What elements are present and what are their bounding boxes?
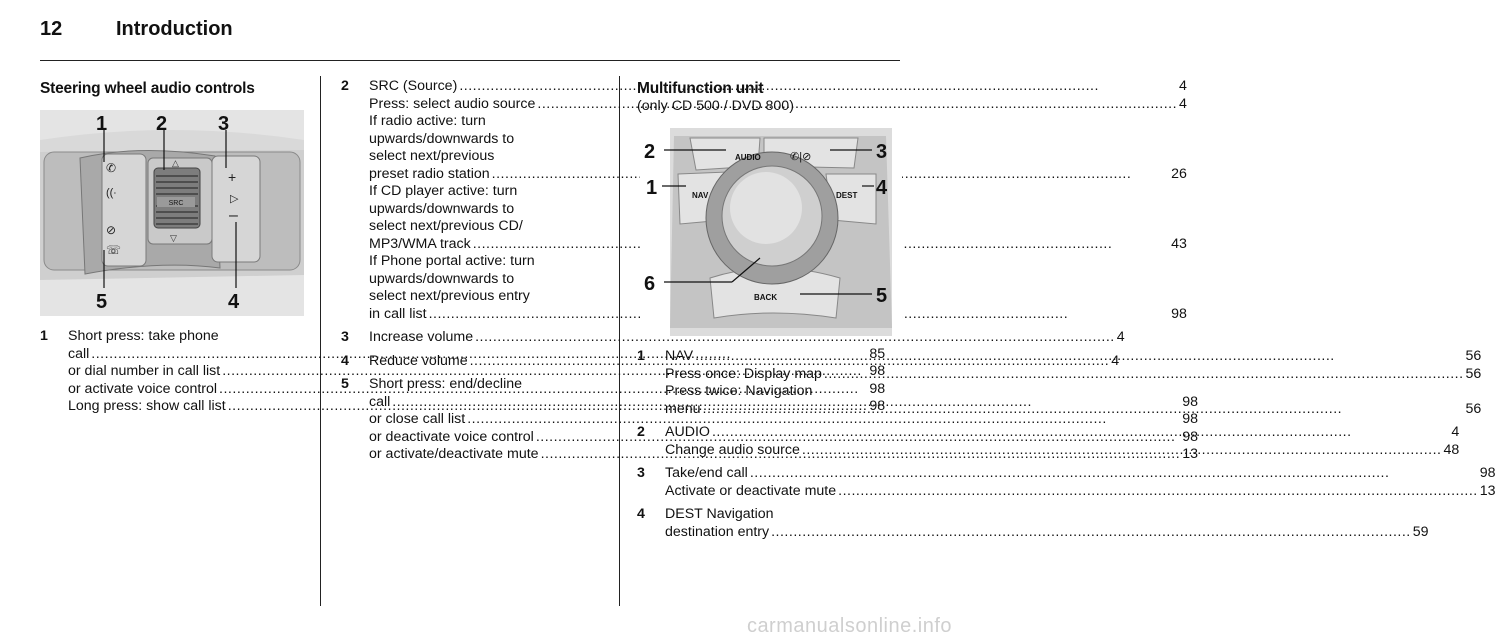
entry-line: or activate voice control ..... 98: [68, 381, 885, 399]
mode-icon: ▷: [230, 193, 239, 205]
callout-4: 4: [876, 177, 888, 199]
entry-number: 4: [637, 506, 645, 522]
audio-label: AUDIO: [735, 153, 761, 162]
entry-line: MP3/WMA track ..... 43: [369, 236, 1187, 254]
entry-line: Take/end call ..... 98: [665, 465, 1496, 483]
multifunction-illustration: [640, 128, 902, 336]
svg-text:△: △: [172, 158, 179, 168]
steering-wheel-figure: [40, 110, 304, 316]
entry-line: or close call list ..... 98: [369, 411, 1198, 429]
entry-middle-4: [341, 352, 1120, 371]
entry-line: or deactivate voice control ..... 98: [369, 429, 1198, 447]
volume-down-icon: –: [229, 207, 238, 224]
entry-line: call ..... 85: [68, 346, 885, 364]
back-label: BACK: [754, 293, 778, 302]
chapter-title: Introduction: [116, 18, 233, 40]
entry-line: NAV ..... 56: [665, 348, 1481, 366]
voice-control-icon: ((∙: [106, 187, 117, 199]
section-title-multifunction: Multifunction unit: [637, 80, 764, 97]
entry-line: Short press: end/decline: [369, 376, 523, 392]
entry-number: 5: [341, 376, 349, 392]
callout-2: 2: [156, 113, 168, 135]
entry-line: or activate/deactivate mute ..... 13: [369, 446, 1198, 464]
callout-5: 5: [96, 291, 108, 313]
page-number: 12: [40, 18, 63, 40]
entry-line: preset radio station ..... 26: [369, 166, 1187, 184]
entry-line: select next/previous entry: [369, 288, 530, 304]
phone-mute-icon: ✆|⊘: [790, 151, 812, 163]
entry-number: 1: [637, 348, 645, 364]
entry-middle-3: [341, 329, 1125, 347]
src-label: SRC: [168, 200, 184, 207]
phone-hangup-icon: ☏: [106, 243, 122, 257]
section-title-steering: Steering wheel audio controls: [40, 80, 255, 97]
entry-line: Activate or deactivate mute ..... 13: [665, 483, 1496, 501]
callout-2: 2: [644, 141, 656, 163]
callout-1: 1: [96, 113, 108, 135]
callout-4: 4: [228, 291, 240, 313]
entry-line: Change audio source ..... 48: [665, 442, 1459, 460]
right-column-head: [637, 80, 902, 115]
entry-number: 3: [341, 329, 349, 345]
callout-1: 1: [646, 177, 658, 199]
entry-line: menu ..... 56: [665, 401, 1481, 419]
entry-line: select next/previous CD/: [369, 218, 523, 234]
entry-line: upwards/downwards to: [369, 270, 515, 287]
entry-line: Long press: show call list ..... 98: [68, 398, 885, 416]
callout-3: 3: [876, 141, 888, 163]
entry-line: upwards/downwards to: [369, 130, 515, 147]
entry-line: Press twice: Navigation: [665, 383, 813, 399]
svg-text:▽: ▽: [170, 233, 177, 243]
entry-line: call ..... 98: [369, 394, 1198, 412]
entry-line: select next/previous: [369, 148, 495, 164]
entry-number: 1: [40, 328, 48, 344]
entry-line: destination entry ..... 59: [665, 524, 1429, 542]
mute-icon: ⊘: [106, 223, 117, 237]
watermark: carmanualsonline.info: [746, 615, 952, 637]
entry-line: or dial number in call list ..... 98: [68, 363, 885, 381]
entry-number: 3: [637, 465, 645, 481]
entry-right-3: [637, 465, 1496, 500]
volume-up-icon: +: [228, 169, 237, 185]
phone-pickup-icon: ✆: [106, 161, 117, 175]
entry-line: Reduce volume ..... 4: [369, 353, 1119, 371]
entry-number: 4: [341, 352, 349, 369]
entry-right-4: [637, 506, 1429, 541]
entry-line: If CD player active: turn: [369, 183, 518, 199]
entry-number: 2: [341, 78, 349, 94]
entry-line: Press once: Display map ..... 56: [665, 366, 1481, 384]
dest-label: DEST: [836, 191, 858, 200]
entry-line: upwards/downwards to: [369, 200, 515, 217]
left-column: [40, 80, 305, 98]
callout-3: 3: [218, 113, 230, 135]
callout-5: 5: [876, 285, 888, 307]
entry-line: If Phone portal active: turn: [369, 253, 535, 269]
section-subtitle: (only CD 500 / DVD 800): [637, 97, 794, 114]
entry-line: in call list ..... 98: [369, 306, 1187, 324]
steering-wheel-illustration: [40, 110, 304, 316]
header-rule: [40, 60, 900, 61]
multifunction-figure: [640, 128, 902, 336]
entry-line: Increase volume ..... 4: [369, 329, 1125, 347]
entry-line: If radio active: turn: [369, 113, 486, 129]
entry-line: DEST Navigation: [665, 506, 774, 522]
entry-line: Short press: take phone: [68, 328, 219, 344]
entry-line: AUDIO ..... 4: [665, 424, 1459, 442]
callout-6: 6: [644, 273, 656, 295]
entry-line: Press: select audio source ..... 4: [369, 96, 1187, 114]
nav-label: NAV: [692, 191, 709, 200]
entry-number: 2: [637, 424, 645, 440]
entry-line: SRC (Source) ..... 4: [369, 78, 1187, 96]
